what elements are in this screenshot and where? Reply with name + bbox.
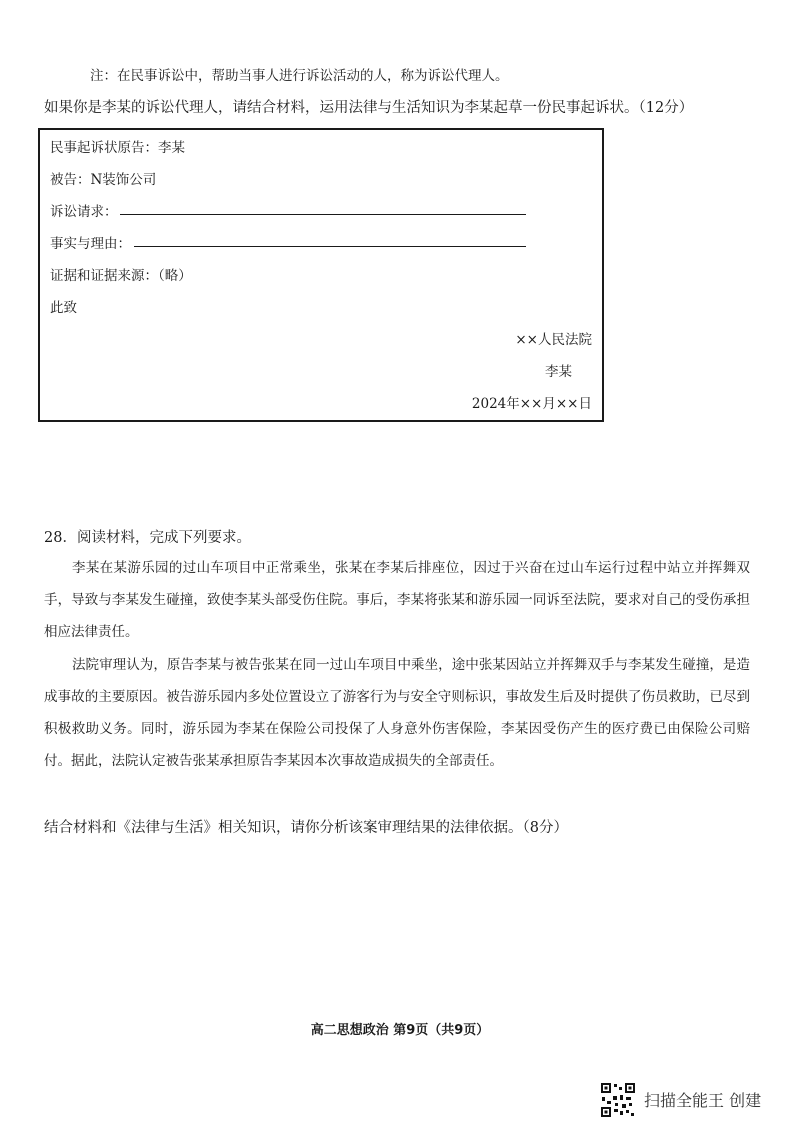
scanner-watermark: 扫描全能王 创建 (644, 1091, 762, 1110)
material-paragraph-1: 李某在某游乐园的过山车项目中正常乘坐，张某在李某后排座位，因过于兴奋在过山车运行过程中站立并挥舞双手，导致与李某发生碰撞，致使李某头部受伤住院。事后，李某将张某和游乐园一同诉至法院，要求对自己的受伤承担相应法律责任。 (44, 560, 750, 640)
defendant-line: 被告：N装饰公司 (50, 172, 157, 188)
question-ask: 结合材料和《法律与生活》相关知识，请你分析该案审理结果的法律依据。（8分） (44, 820, 568, 836)
page-footer: 高二思想政治 第9页（共9页） (310, 1023, 490, 1038)
material-paragraph-2: 法院审理认为，原告李某与被告张某在同一过山车项目中乘坐，途中张某因站立并挥舞双手与李某发生碰撞，是造成事故的主要原因。被告游乐园内多处位置设立了游客行为与安全守则标识，事故发生后及时提供了伤员救助，已尽到积极救助义务。同时，游乐园为李某在保险公司投保了人身意外伤害保险，李某因受伤产生的医疗费已由保险公司赔付。据此，法院认定被告张某承担原告李某因本次事故造成损失的全部责任。 (44, 657, 750, 769)
court-name: ××人民法院 (515, 332, 592, 348)
claims-label: 诉讼请求： (50, 204, 118, 220)
evidence-line: 证据和证据来源：（略） (50, 268, 192, 284)
question-header: 28．阅读材料，完成下列要求。 (44, 530, 251, 546)
facts-label: 事实与理由： (50, 236, 131, 252)
closing-line: 此致 (50, 300, 77, 316)
footnote: 注：在民事诉讼中，帮助当事人进行诉讼活动的人，称为诉讼代理人。 (90, 68, 509, 84)
complaint-form (38, 128, 604, 422)
complaint-date: 2024年××月××日 (471, 396, 592, 412)
facts-answer-line[interactable] (134, 246, 526, 247)
task-instruction: 如果你是李某的诉讼代理人，请结合材料，运用法律与生活知识为李某起草一份民事起诉状。（12分） (44, 100, 694, 116)
claims-answer-line[interactable] (120, 214, 526, 215)
plaintiff-line: 民事起诉状原告：李某 (50, 140, 185, 156)
qr-code-icon (600, 1082, 636, 1118)
signer-name: 李某 (545, 364, 572, 380)
